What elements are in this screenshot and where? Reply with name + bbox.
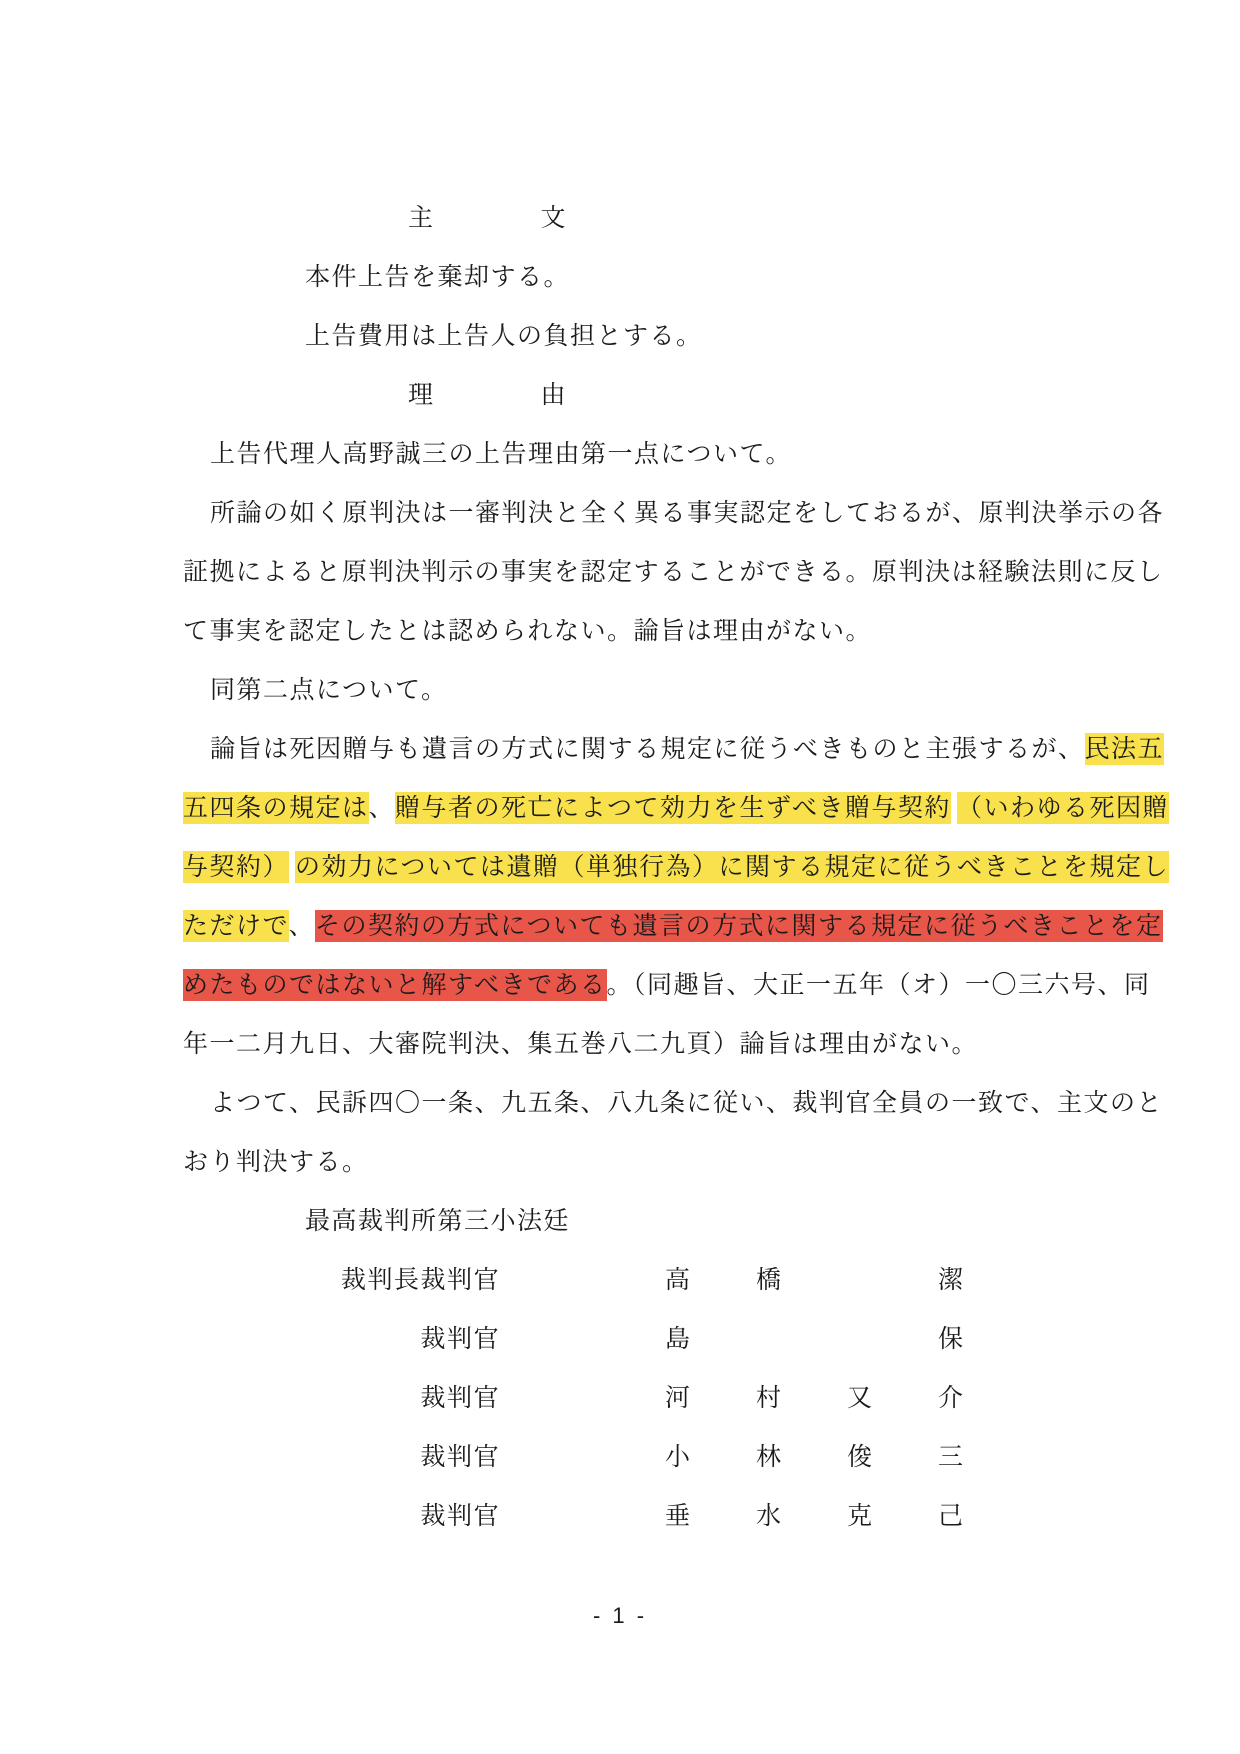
text-segment: 所論の如く原判決は一審判決と全く異る事実認定をしておるが、原判決挙示の各 bbox=[210, 499, 1165, 527]
highlighted-text-yellow: 民法五 bbox=[1084, 735, 1165, 763]
judge-row bbox=[183, 1310, 1193, 1369]
judge-name bbox=[665, 1487, 1029, 1546]
text-segment: おり判決する。 bbox=[183, 1148, 369, 1176]
text-line bbox=[183, 425, 1193, 484]
text-segment: 論旨は死因贈与も遺言の方式に関する規定に従うべきものと主張するが、 bbox=[210, 735, 1085, 763]
highlighted-text-yellow: ただけで bbox=[183, 912, 289, 940]
judge-name-char: 又 bbox=[847, 1384, 874, 1412]
text-segment: 主 文 bbox=[408, 204, 568, 232]
judge-name-char: 林 bbox=[756, 1443, 783, 1471]
text-segment: 理 由 bbox=[408, 381, 568, 409]
text-line bbox=[183, 956, 1193, 1015]
judge-name-char: 島 bbox=[665, 1325, 692, 1353]
judgment-body-text bbox=[183, 189, 1193, 1546]
judge-role-label: 裁判官 bbox=[420, 1443, 500, 1471]
text-segment: 上告費用は上告人の負担とする。 bbox=[305, 322, 703, 350]
judge-name-char: 河 bbox=[665, 1384, 692, 1412]
judge-name-char: 克 bbox=[847, 1502, 874, 1530]
text-line bbox=[183, 661, 1193, 720]
text-segment: 年一二月九日、大審院判決、集五巻八二九頁）論旨は理由がない。 bbox=[183, 1030, 979, 1058]
text-segment: 同第二点について。 bbox=[210, 676, 448, 704]
text-line bbox=[183, 897, 1193, 956]
text-line bbox=[183, 838, 1193, 897]
judge-name-char: 介 bbox=[938, 1384, 965, 1412]
judge-name-char: 己 bbox=[938, 1502, 965, 1530]
highlighted-text-yellow: の効力については遺贈（単独行為）に関する規定に従うべきことを規定し bbox=[295, 853, 1170, 881]
judge-role-label: 裁判長裁判官 bbox=[340, 1266, 500, 1294]
text-line bbox=[183, 307, 1193, 366]
text-line bbox=[183, 720, 1193, 779]
highlighted-text-yellow: 五四条の規定は bbox=[183, 794, 369, 822]
text-segment: 、 bbox=[288, 912, 316, 940]
judge-role-label: 裁判官 bbox=[420, 1384, 500, 1412]
text-line bbox=[183, 484, 1193, 543]
text-line bbox=[183, 1133, 1193, 1192]
judge-row bbox=[183, 1428, 1193, 1487]
judge-row bbox=[183, 1487, 1193, 1546]
judge-name-char: 村 bbox=[756, 1384, 783, 1412]
judge-role-label: 裁判官 bbox=[420, 1325, 500, 1353]
judge-name-char: 高 bbox=[665, 1266, 692, 1294]
text-line bbox=[183, 602, 1193, 661]
judge-role-label: 裁判官 bbox=[420, 1502, 500, 1530]
text-segment: 最高裁判所第三小法廷 bbox=[305, 1207, 571, 1235]
judge-row bbox=[183, 1251, 1193, 1310]
text-line bbox=[183, 779, 1193, 838]
judge-name-char: 潔 bbox=[938, 1266, 965, 1294]
highlighted-text-red: めたものではないと解すべきである bbox=[183, 971, 607, 999]
highlighted-text-yellow: 与契約） bbox=[183, 853, 290, 881]
section-heading bbox=[183, 366, 1193, 425]
judge-name bbox=[665, 1369, 1029, 1428]
text-line bbox=[183, 543, 1193, 602]
judge-name-char: 小 bbox=[665, 1443, 692, 1471]
judge-row bbox=[183, 1369, 1193, 1428]
text-segment: よつて、民訴四〇一条、九五条、八九条に従い、裁判官全員の一致で、主文のと bbox=[210, 1089, 1164, 1117]
text-segment: 証拠によると原判決判示の事実を認定することができる。原判決は経験法則に反し bbox=[183, 558, 1164, 586]
highlighted-text-red: その契約の方式についても遺言の方式に関する規定に従うべきことを定 bbox=[315, 912, 1163, 940]
judge-name-char: 橋 bbox=[756, 1266, 783, 1294]
text-segment: 、 bbox=[368, 794, 396, 822]
text-segment: 上告代理人高野誠三の上告理由第一点について。 bbox=[210, 440, 793, 468]
section-heading bbox=[183, 189, 1193, 248]
judge-name-char: 垂 bbox=[665, 1502, 692, 1530]
text-line bbox=[183, 1015, 1193, 1074]
page-number: - 1 - bbox=[592, 1603, 648, 1628]
text-segment: 。（同趣旨、大正一五年（オ）一〇三六号、同 bbox=[606, 971, 1151, 999]
text-line bbox=[183, 248, 1193, 307]
judge-name-char: 俊 bbox=[847, 1443, 874, 1471]
judge-name-char: 三 bbox=[938, 1443, 965, 1471]
judge-name-char: 水 bbox=[756, 1502, 783, 1530]
highlighted-text-yellow: （いわゆる死因贈 bbox=[957, 794, 1170, 822]
highlighted-text-yellow: 贈与者の死亡によつて効力を生ずべき贈与契約 bbox=[395, 794, 952, 822]
text-line bbox=[183, 1192, 1193, 1251]
text-segment: 本件上告を棄却する。 bbox=[305, 263, 571, 291]
text-line bbox=[183, 1074, 1193, 1133]
judge-name-char: 保 bbox=[938, 1325, 965, 1353]
text-segment: て事実を認定したとは認められない。論旨は理由がない。 bbox=[183, 617, 873, 645]
judge-name bbox=[665, 1251, 1029, 1310]
judge-name bbox=[665, 1310, 1029, 1369]
judge-name bbox=[665, 1428, 1029, 1487]
